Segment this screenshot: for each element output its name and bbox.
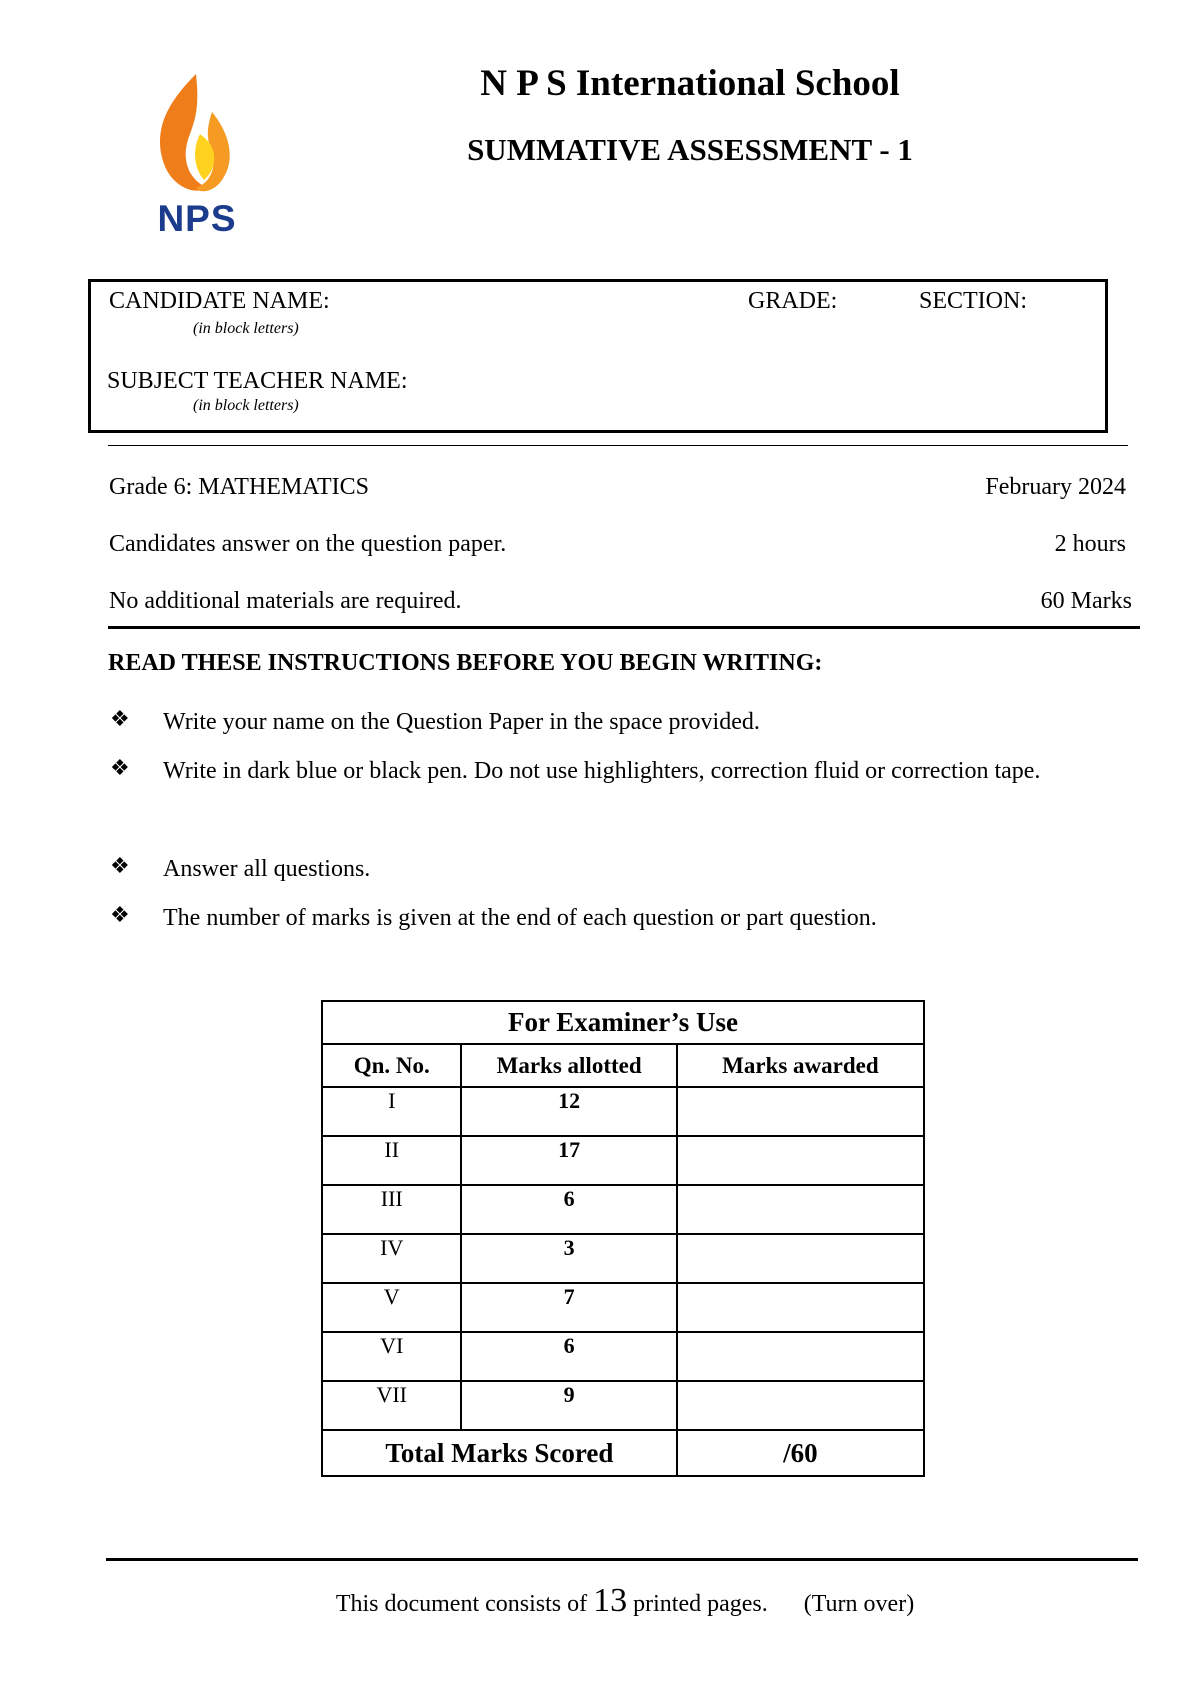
total-label: Total Marks Scored xyxy=(322,1430,677,1476)
marks-awarded-cell xyxy=(677,1234,924,1283)
instruction-item: Write in dark blue or black pen. Do not use highlighters, correction fluid or correction tape. xyxy=(163,758,1041,784)
marks-awarded-cell xyxy=(677,1381,924,1430)
page-count: 13 xyxy=(593,1582,628,1619)
table-row xyxy=(322,1381,924,1430)
qn-cell: I xyxy=(322,1087,461,1136)
candidate-name-hint: (in block letters) xyxy=(193,320,299,337)
materials-note: No additional materials are required. xyxy=(109,588,462,614)
bullet-icon: ❖ xyxy=(110,853,130,878)
total-marks-text: 60 Marks xyxy=(1040,588,1132,614)
instruction-item: Write your name on the Question Paper in the space provided. xyxy=(163,709,760,735)
grade-label: GRADE: xyxy=(748,288,838,314)
total-value: /60 xyxy=(677,1430,924,1476)
bullet-icon: ❖ xyxy=(110,706,130,731)
qn-cell: II xyxy=(322,1136,461,1185)
footer-suffix: printed pages. xyxy=(633,1591,768,1617)
table-row xyxy=(322,1332,924,1381)
flame-icon xyxy=(138,72,258,202)
marks-awarded-cell xyxy=(677,1136,924,1185)
table-row xyxy=(322,1185,924,1234)
table-row xyxy=(322,1283,924,1332)
divider-thick xyxy=(108,626,1140,629)
marks-allotted-cell: 6 xyxy=(461,1332,676,1381)
section-label: SECTION: xyxy=(919,288,1027,314)
column-header-awarded: Marks awarded xyxy=(677,1044,924,1087)
marks-allotted-cell: 6 xyxy=(461,1185,676,1234)
marks-allotted-cell: 12 xyxy=(461,1087,676,1136)
divider-thin xyxy=(108,445,1128,446)
qn-cell: III xyxy=(322,1185,461,1234)
marks-awarded-cell xyxy=(677,1283,924,1332)
instructions-heading: READ THESE INSTRUCTIONS BEFORE YOU BEGIN WRITING: xyxy=(108,650,823,676)
teacher-name-label: SUBJECT TEACHER NAME: xyxy=(107,368,408,394)
marks-allotted-cell: 3 xyxy=(461,1234,676,1283)
subject-text: Grade 6: MATHEMATICS xyxy=(109,474,369,500)
school-name: N P S International School xyxy=(480,63,900,104)
column-header-qn: Qn. No. xyxy=(322,1044,461,1087)
answer-note: Candidates answer on the question paper. xyxy=(109,531,507,557)
table-row xyxy=(322,1234,924,1283)
table-row xyxy=(322,1087,924,1136)
teacher-name-hint: (in block letters) xyxy=(193,397,299,414)
candidate-name-label: CANDIDATE NAME: xyxy=(109,288,330,314)
marks-awarded-cell xyxy=(677,1332,924,1381)
qn-cell: V xyxy=(322,1283,461,1332)
qn-cell: VI xyxy=(322,1332,461,1381)
bullet-icon: ❖ xyxy=(110,755,130,780)
exam-date: February 2024 xyxy=(985,474,1126,500)
turn-over-note: (Turn over) xyxy=(803,1591,915,1617)
bullet-icon: ❖ xyxy=(110,902,130,927)
marks-allotted-cell: 7 xyxy=(461,1283,676,1332)
column-header-allotted: Marks allotted xyxy=(461,1044,676,1087)
footer-text xyxy=(0,1582,1200,1620)
school-logo xyxy=(138,72,258,242)
logo-text: NPS xyxy=(157,198,237,239)
footer-divider xyxy=(106,1558,1138,1561)
instruction-item: Answer all questions. xyxy=(163,856,371,882)
examiner-table-title: For Examiner’s Use xyxy=(322,1001,924,1044)
assessment-title: SUMMATIVE ASSESSMENT - 1 xyxy=(467,132,913,167)
qn-cell: IV xyxy=(322,1234,461,1283)
instruction-item: The number of marks is given at the end of each question or part question. xyxy=(163,905,877,931)
duration-text: 2 hours xyxy=(1054,531,1126,557)
footer-prefix: This document consists of xyxy=(335,1591,588,1617)
total-row xyxy=(322,1430,924,1476)
marks-allotted-cell: 17 xyxy=(461,1136,676,1185)
marks-awarded-cell xyxy=(677,1185,924,1234)
marks-awarded-cell xyxy=(677,1087,924,1136)
qn-cell: VII xyxy=(322,1381,461,1430)
examiner-table xyxy=(321,1000,925,1477)
marks-allotted-cell: 9 xyxy=(461,1381,676,1430)
table-row xyxy=(322,1136,924,1185)
